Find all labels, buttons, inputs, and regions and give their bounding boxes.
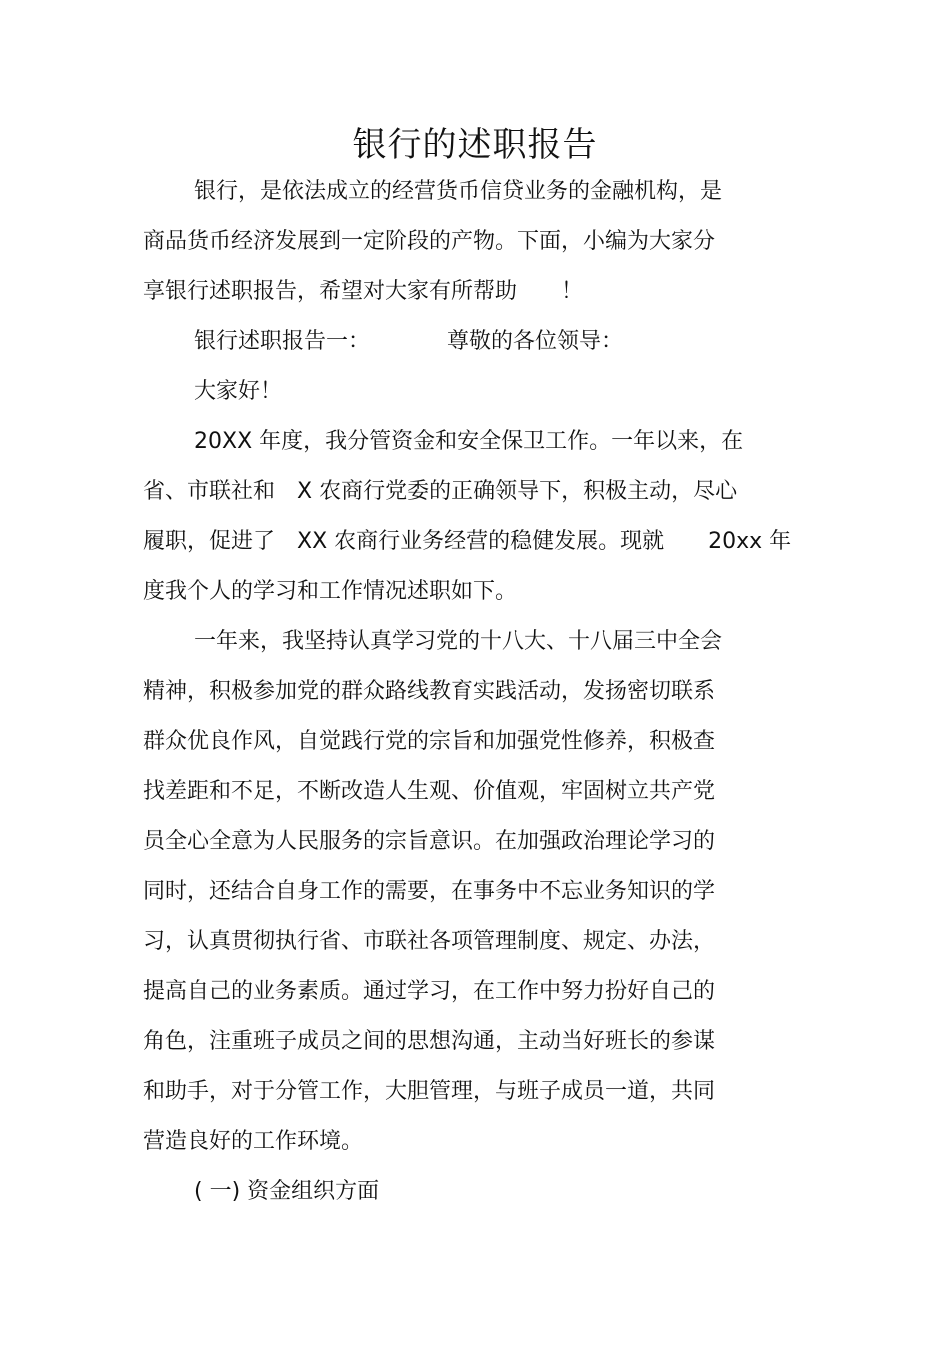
- paragraph-line: 大家好！: [194, 379, 283, 404]
- paragraph-line: 群众优良作风，自觉践行党的宗旨和加强党性修养，积极查: [143, 729, 716, 754]
- paragraph-line: 营造良好的工作环境。: [143, 1129, 364, 1154]
- paragraph-line: 省、市联社和 X 农商行党委的正确领导下，积极主动，尽心: [143, 479, 738, 504]
- paragraph-line: 找差距和不足，不断改造人生观、价值观，牢固树立共产党: [143, 779, 716, 804]
- paragraph-line: 和助手，对于分管工作，大胆管理，与班子成员一道，共同: [143, 1079, 716, 1104]
- paragraph-line: 享银行述职报告，希望对大家有所帮助 ！: [143, 279, 584, 304]
- paragraph-line: 履职，促进了 XX 农商行业务经营的稳健发展。现就 20xx 年: [143, 529, 792, 554]
- section-heading: ( 一) 资金组织方面: [194, 1179, 380, 1204]
- paragraph-line: 角色，注重班子成员之间的思想沟通，主动当好班长的参谋: [143, 1029, 716, 1054]
- paragraph-line: 银行述职报告一： 尊敬的各位领导：: [194, 329, 624, 354]
- paragraph-line: 精神，积极参加党的群众路线教育实践活动，发扬密切联系: [143, 679, 716, 704]
- paragraph-line: 商品货币经济发展到一定阶段的产物。下面，小编为大家分: [143, 229, 716, 254]
- paragraph-line: 同时，还结合自身工作的需要，在事务中不忘业务知识的学: [143, 879, 716, 904]
- paragraph-line: 银行，是依法成立的经营货币信贷业务的金融机构，是: [194, 179, 723, 204]
- paragraph-line: 习，认真贯彻执行省、市联社各项管理制度、规定、办法，: [143, 929, 716, 954]
- paragraph-line: 提高自己的业务素质。通过学习，在工作中努力扮好自己的: [143, 979, 716, 1004]
- paragraph-line: 20XX 年度，我分管资金和安全保卫工作。一年以来，在: [194, 429, 744, 454]
- paragraph-line: 一年来，我坚持认真学习党的十八大、十八届三中全会: [194, 629, 723, 654]
- document-title: 银行的述职报告: [352, 125, 598, 165]
- paragraph-line: 员全心全意为人民服务的宗旨意识。在加强政治理论学习的: [143, 829, 716, 854]
- paragraph-line: 度我个人的学习和工作情况述职如下。: [143, 579, 518, 604]
